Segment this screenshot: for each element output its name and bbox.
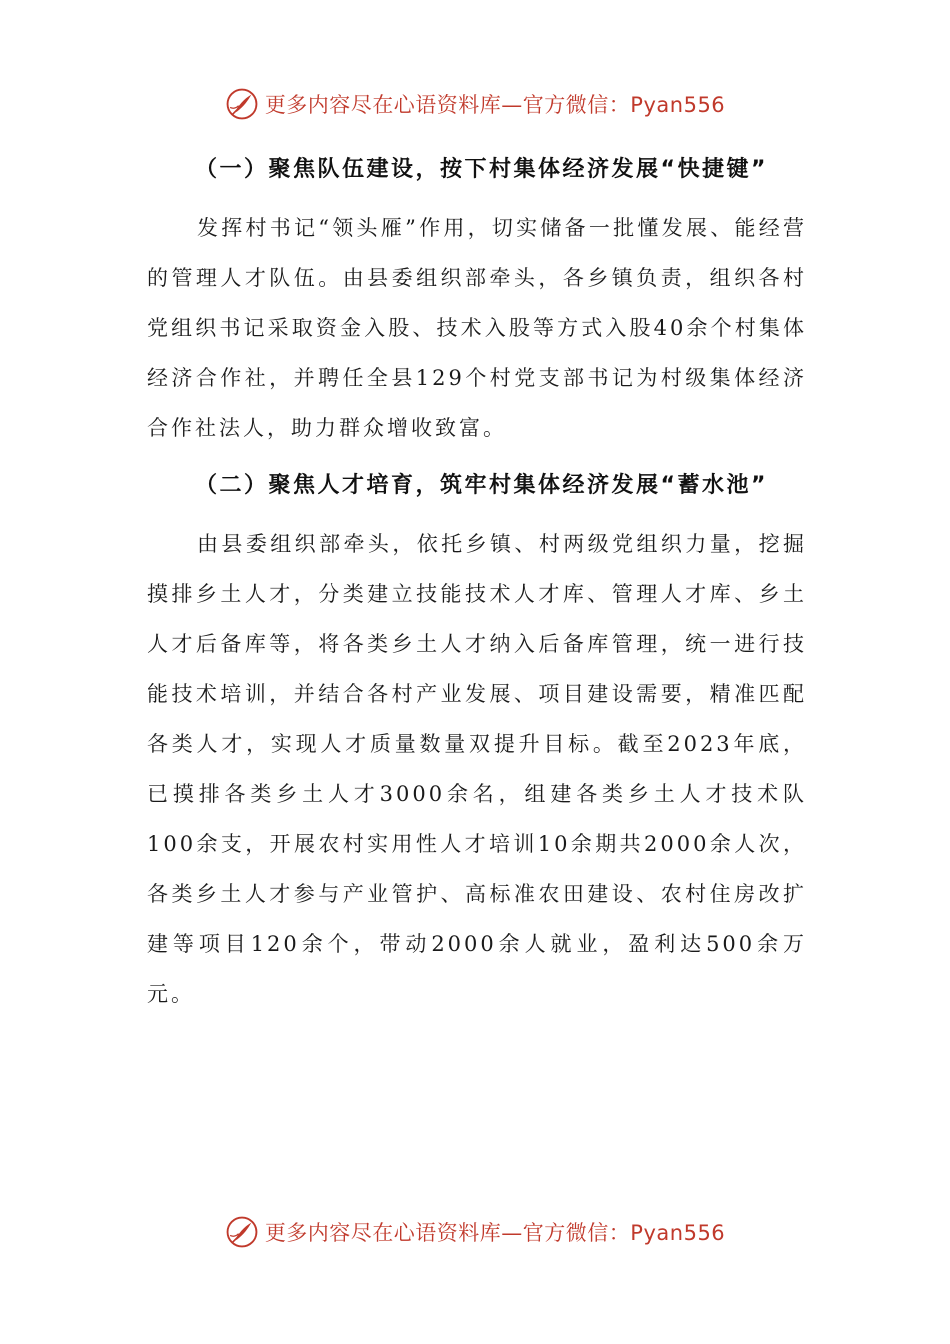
watermark-header	[0, 84, 950, 124]
section-heading: （二）聚焦人才培育，筑牢村集体经济发展“蓄水池”	[195, 473, 768, 498]
quill-pen-logo-icon	[225, 87, 259, 121]
section-paragraph: 由县委组织部牵头，依托乡镇、村两级党组织力量，挖掘摸排乡土人才，分类建立技能技术人才库、管理人才库、乡土人才后备库等，将各类乡土人才纳入后备库管理，统一进行技能技术培训，并结合各村产业发展、项目建设需要，精准匹配各类人才，实现人才质量数量双提升目标。截至2023年底，已摸排各类乡土人才3000余名，组建各类乡土人才技术队100余支，开展农村实用性人才培训10余期共2000余人次，各类乡土人才参与产业管护、高标准农田建设、农村住房改扩建等项目120余个，带动2000余人就业，盈利达500余万元。	[147, 532, 807, 1006]
watermark-text: 更多内容尽在心语资料库—官方微信：Pyan556	[264, 93, 726, 117]
section-paragraph: 发挥村书记“领头雁”作用，切实储备一批懂发展、能经营的管理人才队伍。由县委组织部牵头，各乡镇负责，组织各村党组织书记采取资金入股、技术入股等方式入股40余个村集体经济合作社，并聘任全县129个村党支部书记为村级集体经济合作社法人，助力群众增收致富。	[147, 216, 807, 440]
section-heading: （一）聚焦队伍建设，按下村集体经济发展“快捷键”	[195, 157, 768, 182]
watermark-text: 更多内容尽在心语资料库—官方微信：Pyan556	[264, 1221, 726, 1245]
document-body	[147, 145, 807, 1027]
quill-pen-logo-icon	[225, 1215, 259, 1249]
watermark-footer	[0, 1212, 950, 1252]
